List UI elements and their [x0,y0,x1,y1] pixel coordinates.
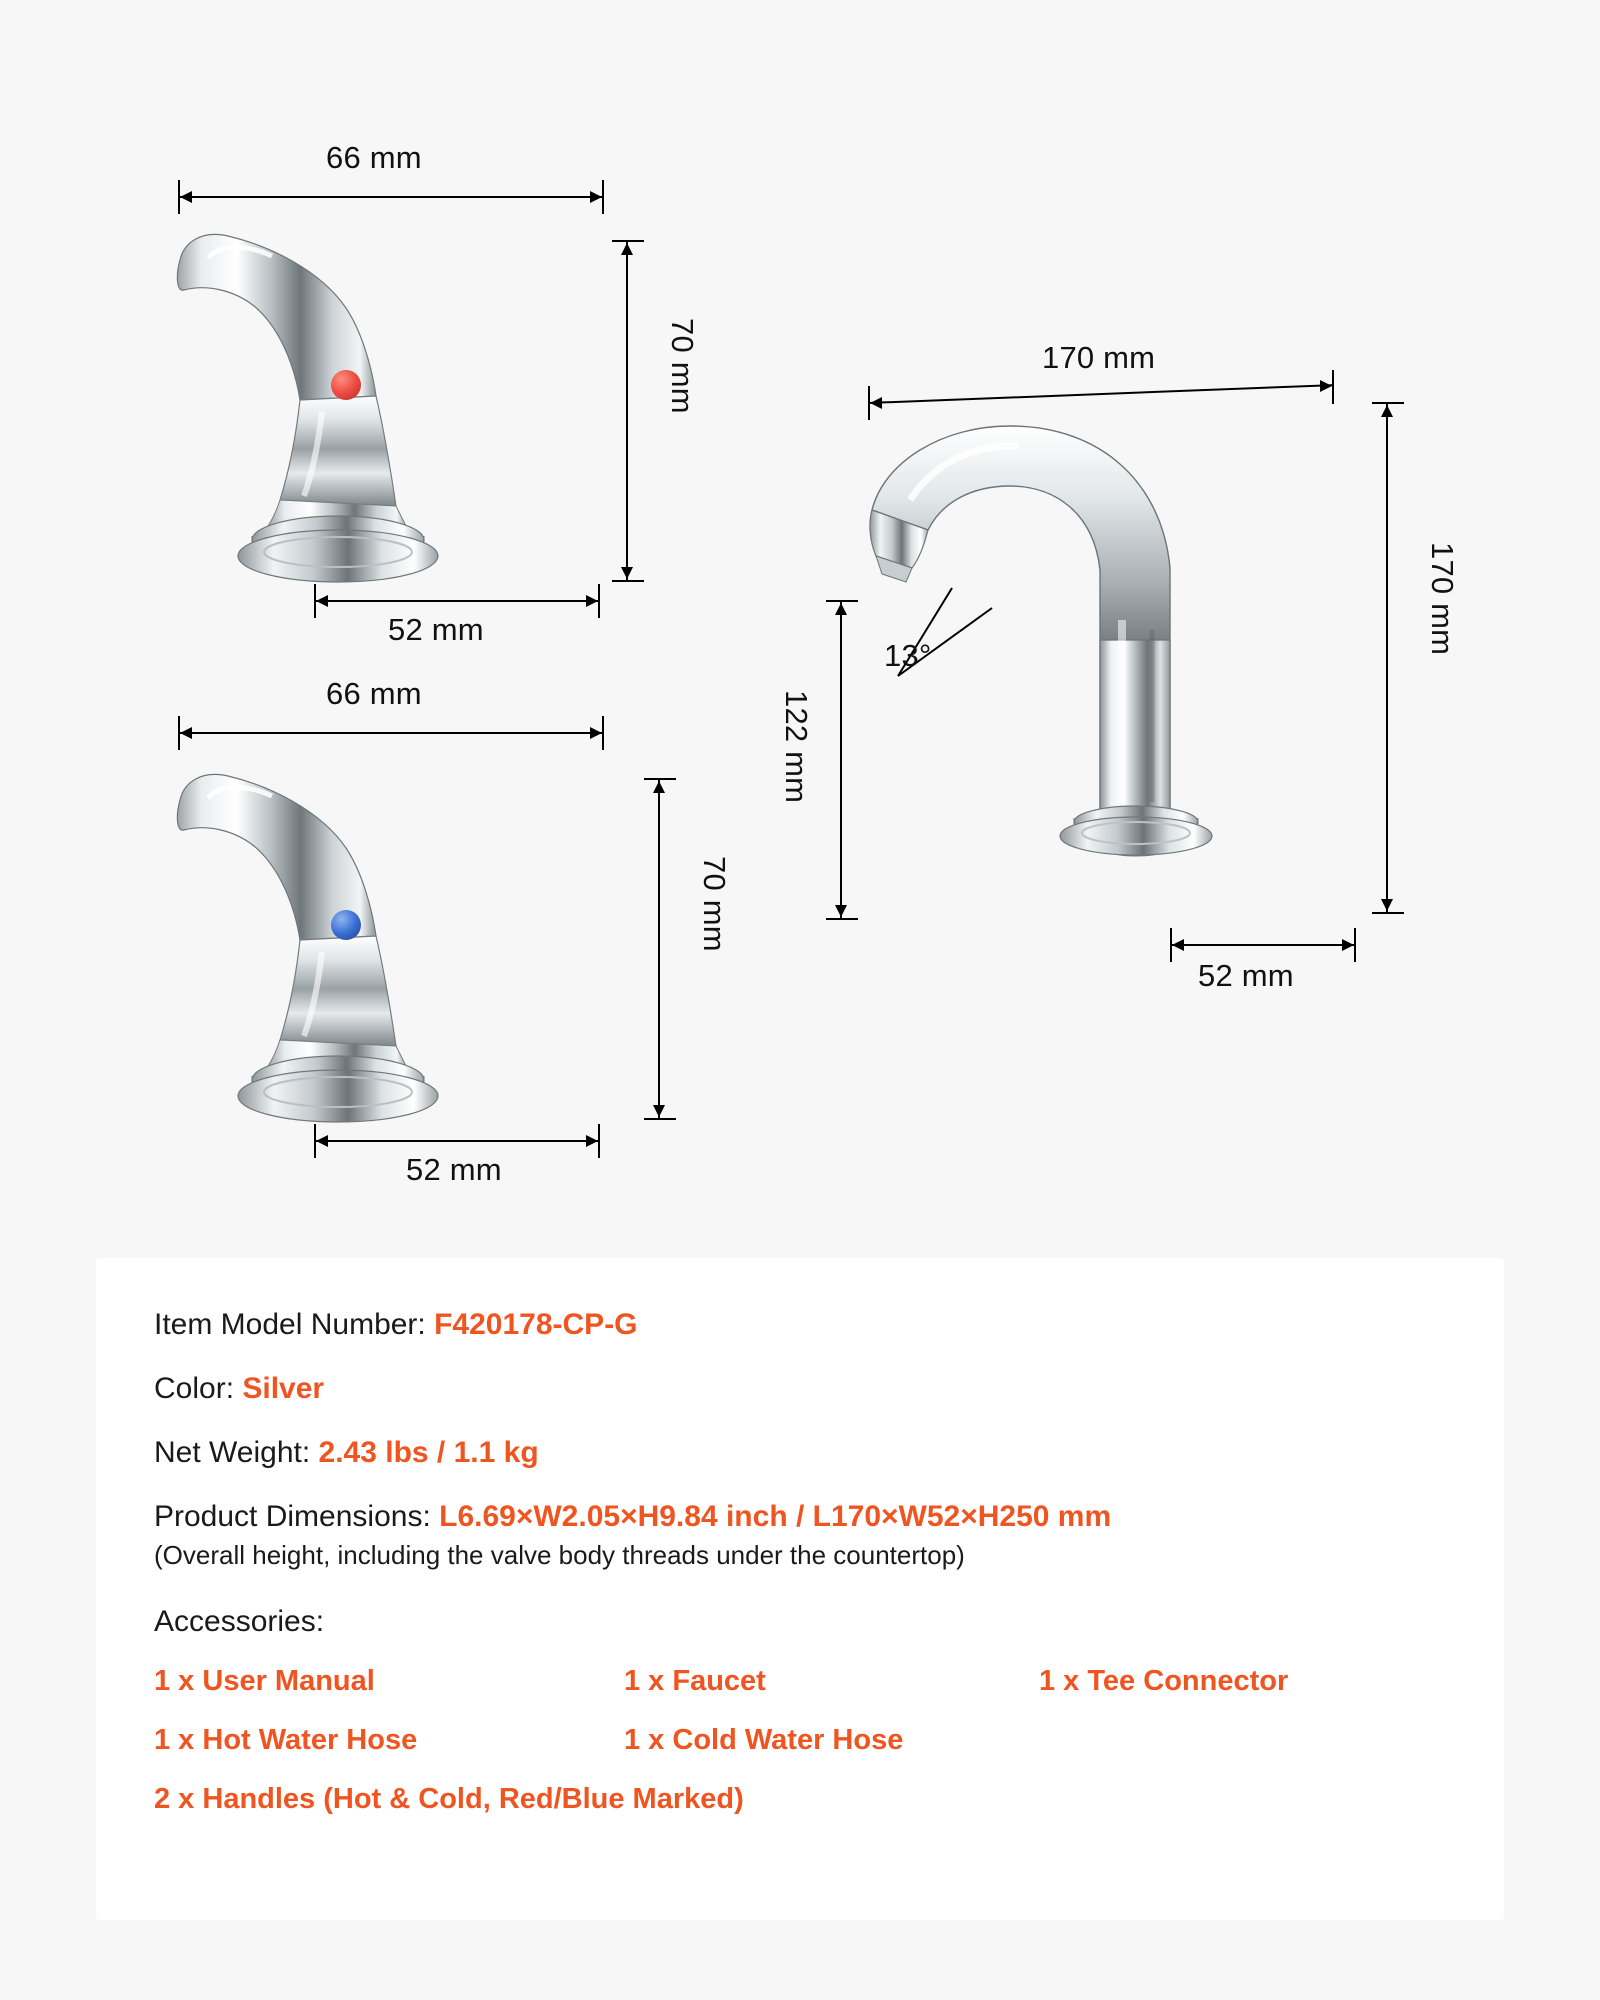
dim-cold-height-line [658,778,660,1120]
accessory-item: 1 x Tee Connector [1039,1665,1289,1697]
spec-model-number [154,1310,1504,1340]
accessory-item [1039,1724,1459,1757]
accessories-list [154,1665,1504,1816]
spec-net-weight [154,1438,1504,1468]
dim-cold-base-label: 52 mm [406,1152,502,1187]
dim-cold-base-arrow-right [586,1135,598,1147]
accessories-row [154,1783,1504,1816]
dim-hot-height-label: 70 mm [665,318,700,414]
spec-model-number-label: Item Model Number: [154,1308,435,1341]
spec-color-label: Color: [154,1372,243,1405]
dim-hot-width-line [178,196,604,198]
spec-product-dimensions-label: Product Dimensions: [154,1500,440,1533]
accessory-item: 1 x Cold Water Hose [624,1724,904,1756]
dim-spout-height-line [1386,402,1388,914]
spec-color [154,1374,1504,1404]
cold-handle-graphic [150,740,630,1160]
dim-spout-base-arrow-right [1342,939,1354,951]
dim-spout-base-label: 52 mm [1198,958,1294,993]
accessory-item: 1 x Hot Water Hose [154,1724,418,1756]
dim-hot-width-arrow-right [590,191,602,203]
dim-hot-height-line [626,240,628,582]
spec-product-dimensions-value: L6.69×W2.05×H9.84 inch / L170×W52×H250 mm [439,1500,1112,1533]
dim-cold-height-tick-bottom [644,1118,676,1120]
dim-hot-height-arrow-bottom [621,567,633,579]
spec-dimensions-note: (Overall height, including the valve body threads under the countertop) [154,1540,965,1570]
dim-hot-width-label: 66 mm [326,140,422,175]
accessory-item: 2 x Handles (Hot & Cold, Red/Blue Marked) [154,1783,744,1815]
dim-spout-reach-label: 122 mm [779,690,814,804]
dim-hot-width-arrow-left [180,191,192,203]
dim-spout-height-arrow-top [1381,405,1393,417]
dim-hot-height-tick-top [612,240,644,242]
product-info-card [96,1258,1504,1920]
dim-cold-base-line [314,1140,600,1142]
dim-cold-base-arrow-left [316,1135,328,1147]
dim-spout-length-arrow-left [870,397,882,409]
cold-marker-icon [331,910,361,940]
dim-cold-height-tick-top [644,778,676,780]
dim-spout-length-group [868,370,1348,430]
dim-spout-reach-tick-top [826,600,858,602]
dim-hot-base-arrow-right [586,595,598,607]
dim-spout-base-line [1170,944,1356,946]
dim-cold-width-arrow-right [590,727,602,739]
dim-spout-length-label: 170 mm [1042,340,1156,375]
dim-cold-width-line [178,732,604,734]
dim-cold-base-tick-right [598,1124,600,1158]
dim-spout-height-tick-bottom [1372,912,1404,914]
dim-spout-length-tick-right [1332,370,1334,404]
spec-model-number-value: F420178-CP-G [434,1308,638,1341]
dim-cold-width-arrow-left [180,727,192,739]
dim-spout-reach-tick-bottom [826,918,858,920]
dim-cold-height-label: 70 mm [697,856,732,952]
accessories-title: Accessories: [154,1605,325,1638]
dim-spout-length-arrow-right [1320,380,1332,392]
dim-cold-height-arrow-bottom [653,1105,665,1117]
dim-spout-reach-arrow-top [835,603,847,615]
dim-spout-height-tick-top [1372,402,1404,404]
dim-spout-base-tick-right [1354,928,1356,962]
dim-hot-height-arrow-top [621,243,633,255]
spec-net-weight-label: Net Weight: [154,1436,319,1469]
spec-color-value: Silver [242,1372,325,1405]
dim-spout-length-line [868,384,1334,404]
accessories-row [154,1724,1504,1757]
dim-cold-width-label: 66 mm [326,676,422,711]
hot-handle-graphic [150,200,630,620]
accessory-item: 1 x Faucet [624,1665,766,1697]
dim-hot-height-tick-bottom [612,580,644,582]
dim-hot-width-tick-right [602,180,604,214]
dim-spout-angle-label: 13° [884,638,932,673]
accessory-item: 1 x User Manual [154,1665,375,1697]
dim-hot-base-label: 52 mm [388,612,484,647]
dim-hot-base-line [314,600,600,602]
dim-spout-height-arrow-bottom [1381,899,1393,911]
dim-hot-base-arrow-left [316,595,328,607]
accessories-row [154,1665,1504,1698]
dim-cold-width-tick-right [602,716,604,750]
dim-hot-base-tick-right [598,584,600,618]
dim-cold-height-arrow-top [653,781,665,793]
hot-marker-icon [331,370,361,400]
spec-product-dimensions [154,1502,1504,1532]
dim-spout-base-arrow-left [1172,939,1184,951]
dim-spout-reach-arrow-bottom [835,905,847,917]
dim-spout-height-label: 170 mm [1425,542,1460,656]
dim-spout-reach-line [840,600,842,920]
spec-net-weight-value: 2.43 lbs / 1.1 kg [318,1436,539,1469]
